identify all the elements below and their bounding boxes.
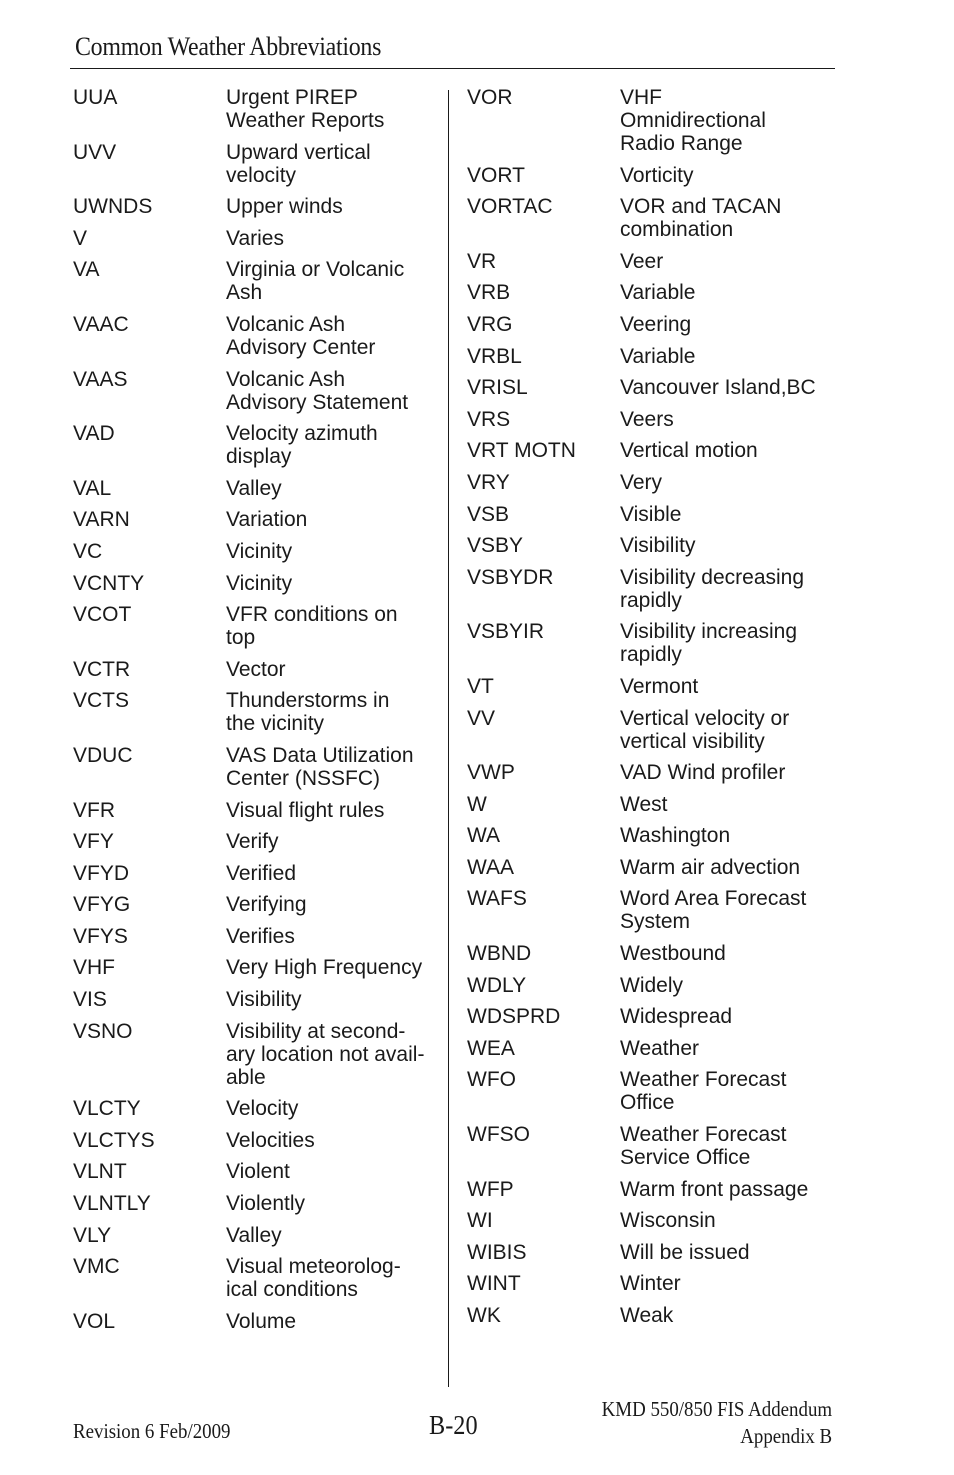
abbreviation-meaning: Westbound (620, 942, 726, 966)
abbreviation: VSBY (467, 534, 524, 558)
abbreviation: VFYG (73, 893, 131, 917)
abbreviation: VCOT (73, 603, 132, 627)
abbreviation-meaning: Virginia or Volcanic Ash (226, 258, 405, 305)
abbreviation-meaning: Thunderstorms in the vicinity (226, 689, 390, 736)
abbreviation-row (467, 1304, 837, 1327)
abbreviation-meaning: Weather (620, 1036, 699, 1060)
abbreviation: WEA (467, 1036, 515, 1060)
abbreviation-row (467, 707, 837, 753)
abbreviation-meaning: Washington (620, 824, 731, 848)
abbreviation: VRISL (467, 376, 528, 400)
abbreviation: VSBYDR (467, 565, 554, 589)
abbreviation-row (467, 1068, 837, 1114)
abbreviation-meaning: Weather Forecast Service Office (620, 1123, 787, 1170)
abbreviation-row (467, 1123, 837, 1169)
abbreviation-meaning: Word Area Forecast System (620, 887, 807, 934)
abbreviation: VAL (73, 476, 112, 500)
abbreviation: VRB (467, 281, 511, 305)
abbreviation-meaning: Varies (226, 226, 284, 250)
appendix-label: Appendix B (740, 1424, 832, 1448)
abbreviation-row (467, 86, 837, 155)
abbreviation-meaning: Warm front passage (620, 1177, 809, 1201)
abbreviation-row (73, 368, 443, 414)
abbreviation: WA (467, 824, 501, 848)
abbreviation-meaning: Verifying (226, 893, 307, 917)
abbreviation: WFSO (467, 1123, 530, 1147)
abbreviation: VLCTYS (73, 1128, 155, 1152)
left-column (73, 86, 443, 1341)
abbreviation-meaning: Upper winds (226, 195, 343, 219)
abbreviation-row (467, 942, 837, 965)
abbreviation: WFO (467, 1068, 516, 1092)
abbreviation-row (467, 345, 837, 368)
abbreviation: VARN (73, 508, 130, 532)
abbreviation-row (73, 799, 443, 822)
abbreviation-row (73, 195, 443, 218)
abbreviation-row (467, 1241, 837, 1264)
abbreviation: VAD (73, 422, 115, 446)
abbreviation-meaning: Vector (226, 657, 286, 681)
abbreviation: VLNT (73, 1160, 127, 1184)
abbreviation: V (73, 226, 88, 250)
abbreviation: VSB (467, 502, 510, 526)
abbreviation-meaning: Visual meteorolog- ical conditions (226, 1255, 401, 1302)
abbreviation: VFYS (73, 924, 128, 948)
abbreviation-meaning: Vermont (620, 674, 699, 698)
abbreviation-row (73, 744, 443, 790)
abbreviation-meaning: Vancouver Island,BC (620, 376, 816, 400)
abbreviation-row (73, 1097, 443, 1120)
abbreviation-row (73, 508, 443, 531)
abbreviation-row (467, 856, 837, 879)
abbreviation: VV (467, 706, 496, 730)
abbreviation-row (467, 974, 837, 997)
abbreviation: VFR (73, 798, 115, 822)
abbreviation: VHF (73, 956, 115, 980)
revision-label: Revision 6 Feb/2009 (73, 1419, 231, 1443)
abbreviation-meaning: Vorticity (620, 163, 694, 187)
abbreviation-meaning: Veer (620, 249, 664, 273)
abbreviation: VAAS (73, 367, 128, 391)
abbreviation: VORT (467, 163, 525, 187)
abbreviation-row (467, 1037, 837, 1060)
abbreviation-row (73, 422, 443, 468)
abbreviation: VC (73, 539, 103, 563)
abbreviation-row (467, 887, 837, 933)
abbreviation: VSNO (73, 1019, 133, 1043)
abbreviation: UWNDS (73, 195, 153, 219)
abbreviation-meaning: VFR conditions on top (226, 603, 398, 650)
abbreviation: WIBIS (467, 1240, 527, 1264)
abbreviation: VRG (467, 312, 513, 336)
abbreviation-row (73, 862, 443, 885)
abbreviation-meaning: Verified (226, 861, 297, 885)
abbreviation-row (467, 1005, 837, 1028)
abbreviation: WFP (467, 1177, 514, 1201)
abbreviation-row (73, 258, 443, 304)
abbreviation-meaning: Volcanic Ash Advisory Center (226, 312, 376, 359)
abbreviation: VLY (73, 1223, 112, 1247)
right-column (467, 86, 837, 1336)
abbreviation-meaning: Variation (226, 508, 308, 532)
abbreviation-meaning: Visibility (226, 988, 302, 1012)
abbreviation-row (467, 195, 837, 241)
abbreviation-meaning: Upward vertical velocity (226, 140, 371, 187)
abbreviation-row (467, 471, 837, 494)
column-divider (448, 90, 449, 1387)
abbreviation: WAFS (467, 887, 527, 911)
abbreviation-row (73, 86, 443, 132)
abbreviation-meaning: Winter (620, 1272, 681, 1296)
abbreviation-meaning: Variable (620, 344, 696, 368)
abbreviation-meaning: Velocities (226, 1128, 315, 1152)
abbreviation-row (467, 439, 837, 462)
abbreviation: VAAC (73, 312, 129, 336)
abbreviation-meaning: VAS Data Utilization Center (NSSFC) (226, 743, 414, 790)
abbreviation: WI (467, 1209, 493, 1233)
abbreviation-meaning: Variable (620, 281, 696, 305)
abbreviation: WBND (467, 942, 532, 966)
page-title: Common Weather Abbreviations (75, 32, 382, 61)
abbreviation: VIS (73, 988, 107, 1012)
abbreviation-meaning: VHF Omnidirectional Radio Range (620, 86, 766, 155)
abbreviation-row (467, 250, 837, 273)
abbreviation-row (73, 313, 443, 359)
document-title: KMD 550/850 FIS Addendum (601, 1397, 832, 1421)
abbreviation-meaning: Visibility decreasing rapidly (620, 565, 805, 612)
abbreviation-row (467, 566, 837, 612)
abbreviation: VLNTLY (73, 1192, 151, 1216)
header-rule (70, 68, 835, 69)
abbreviation-row (73, 540, 443, 563)
abbreviation: WDLY (467, 973, 527, 997)
abbreviation-meaning: Warm air advection (620, 855, 801, 879)
abbreviation: VCNTY (73, 571, 145, 595)
abbreviation-row (467, 376, 837, 399)
abbreviation-meaning: Weather Forecast Office (620, 1068, 787, 1115)
abbreviation-row (467, 675, 837, 698)
abbreviation: VSBYIR (467, 620, 545, 644)
abbreviation-row (467, 1209, 837, 1232)
abbreviation-meaning: Velocity azimuth display (226, 422, 378, 469)
abbreviation-meaning: Valley (226, 476, 282, 500)
abbreviation-meaning: Very (620, 470, 663, 494)
abbreviation-row (73, 603, 443, 649)
abbreviation-row (73, 893, 443, 916)
abbreviation-row (73, 1129, 443, 1152)
abbreviation-meaning: Vicinity (226, 539, 293, 563)
abbreviation-row (73, 658, 443, 681)
abbreviation: VRT MOTN (467, 439, 576, 463)
abbreviation-row (467, 164, 837, 187)
abbreviation: WINT (467, 1272, 521, 1296)
abbreviation-row (73, 1310, 443, 1333)
abbreviation-meaning: Verify (226, 830, 279, 854)
abbreviation-row (467, 620, 837, 666)
abbreviation: W (467, 792, 487, 816)
abbreviation-meaning: Weak (620, 1304, 674, 1327)
abbreviation: VR (467, 249, 497, 273)
abbreviation-meaning: Visibility increasing rapidly (620, 620, 798, 667)
abbreviation-meaning: Violent (226, 1160, 290, 1184)
abbreviation-meaning: Wisconsin (620, 1209, 716, 1233)
abbreviation: VDUC (73, 743, 133, 767)
abbreviation: VCTS (73, 689, 130, 713)
abbreviation-meaning: Will be issued (620, 1240, 750, 1264)
abbreviation-row (73, 1224, 443, 1247)
abbreviation-row (467, 1272, 837, 1295)
abbreviation-meaning: Very High Frequency (226, 956, 423, 980)
abbreviation-meaning: VOR and TACAN combination (620, 195, 782, 242)
abbreviation-row (73, 227, 443, 250)
document-info (576, 1396, 832, 1450)
abbreviation: VRY (467, 470, 510, 494)
abbreviation-meaning: Widely (620, 973, 684, 997)
abbreviation-row (467, 1178, 837, 1201)
abbreviation-row (467, 761, 837, 784)
abbreviation-meaning: Violently (226, 1192, 305, 1216)
abbreviation-row (73, 1255, 443, 1301)
abbreviation-row (73, 956, 443, 979)
abbreviation: VT (467, 674, 494, 698)
abbreviation-meaning: Veers (620, 407, 674, 431)
abbreviation: VRBL (467, 344, 522, 368)
abbreviation-meaning: Veering (620, 312, 692, 336)
abbreviation: VLCTY (73, 1097, 141, 1121)
abbreviation: UVV (73, 140, 117, 164)
abbreviation-row (73, 689, 443, 735)
abbreviation-meaning: Vertical motion (620, 439, 758, 463)
abbreviation-row (73, 1160, 443, 1183)
abbreviation: VOR (467, 86, 513, 109)
abbreviation: VFY (73, 830, 114, 854)
abbreviation-row (467, 793, 837, 816)
abbreviation: VWP (467, 761, 515, 785)
abbreviation: VMC (73, 1255, 120, 1279)
abbreviation-meaning: VAD Wind profiler (620, 761, 786, 785)
abbreviation-row (467, 534, 837, 557)
abbreviation: UUA (73, 86, 118, 109)
abbreviation-meaning: Urgent PIREP Weather Reports (226, 86, 385, 132)
abbreviation-meaning: Vicinity (226, 571, 293, 595)
abbreviation: VCTR (73, 657, 131, 681)
abbreviation-row (467, 824, 837, 847)
abbreviation-row (467, 281, 837, 304)
abbreviation-meaning: Vertical velocity or vertical visibility (620, 706, 790, 753)
abbreviation-row (73, 477, 443, 500)
abbreviation-meaning: Widespread (620, 1005, 733, 1029)
abbreviation-row (73, 141, 443, 187)
abbreviation-meaning: Visibility (620, 534, 696, 558)
abbreviation: VA (73, 258, 100, 282)
abbreviation: WAA (467, 855, 515, 879)
abbreviation-row (73, 1192, 443, 1215)
abbreviation-meaning: Visibility at second- ary location not avail- able (226, 1019, 425, 1089)
abbreviation-row (73, 830, 443, 853)
abbreviation: WDSPRD (467, 1005, 561, 1029)
abbreviation-meaning: Volcanic Ash Advisory Statement (226, 367, 409, 414)
abbreviation: VFYD (73, 861, 130, 885)
abbreviation-row (73, 572, 443, 595)
abbreviation-row (73, 1020, 443, 1089)
abbreviation-meaning: Verifies (226, 924, 295, 948)
abbreviation-row (467, 503, 837, 526)
abbreviation: VOL (73, 1309, 116, 1333)
abbreviation-row (73, 925, 443, 948)
abbreviation: WK (467, 1304, 501, 1327)
abbreviation-row (467, 408, 837, 431)
abbreviation-meaning: Valley (226, 1223, 282, 1247)
abbreviation-meaning: West (620, 792, 668, 816)
abbreviation-meaning: Visual flight rules (226, 798, 385, 822)
abbreviation-row (467, 313, 837, 336)
abbreviation-meaning: Volume (226, 1309, 297, 1333)
abbreviation-meaning: Visible (620, 502, 682, 526)
abbreviation-row (73, 988, 443, 1011)
abbreviation: VRS (467, 407, 511, 431)
page-number: B-20 (429, 1410, 478, 1440)
abbreviation-meaning: Velocity (226, 1097, 299, 1121)
abbreviation: VORTAC (467, 195, 553, 219)
